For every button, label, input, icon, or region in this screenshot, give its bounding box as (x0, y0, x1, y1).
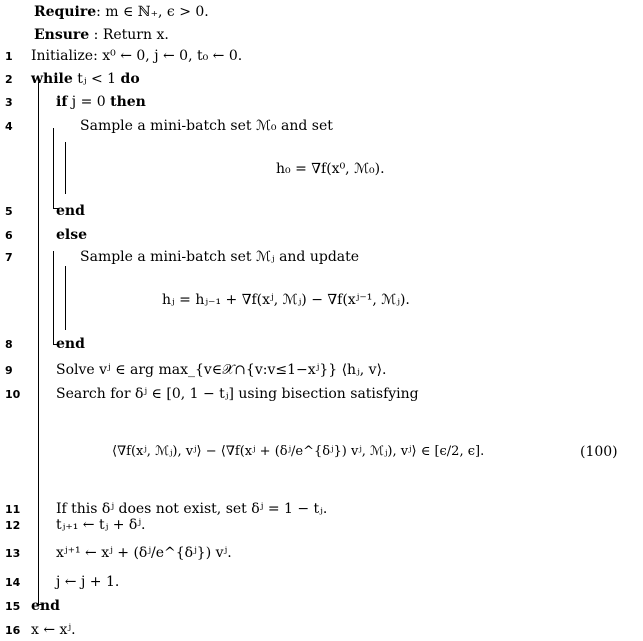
equation-100 (112, 441, 484, 463)
line-end-else (56, 335, 85, 353)
line-update-t (56, 516, 146, 534)
line-text: Search for δʲ ∈ [0, 1 − tⱼ] using bisection satisfying (56, 386, 419, 402)
line-return (31, 621, 76, 639)
line-if (56, 93, 146, 111)
equation-text: h₀ = ∇f(x⁰, ℳ₀). (276, 161, 385, 177)
keyword-else: else (56, 227, 88, 243)
keyword-end: end (56, 203, 85, 219)
line-initialize (31, 47, 242, 65)
line-text: j ← j + 1. (56, 574, 120, 590)
line-text: j = 0 (67, 94, 111, 110)
require-text: : m ∈ ℕ₊, ϵ > 0. (96, 4, 209, 20)
line-number: 6 (5, 229, 13, 242)
equation-number (580, 441, 618, 463)
line-update-x (56, 544, 232, 562)
line-number: 9 (5, 364, 13, 377)
line-text: Sample a mini-batch set ℳ₀ and set (80, 118, 333, 134)
ensure-text: : Return x. (89, 27, 169, 43)
keyword-end: end (31, 598, 60, 614)
line-number: 11 (5, 503, 21, 516)
while-block-bar (38, 82, 39, 604)
line-text: tⱼ < 1 (72, 71, 121, 87)
line-number: 1 (5, 50, 13, 63)
line-sample-mj (80, 248, 359, 266)
equation-number-text: (100) (580, 444, 618, 460)
ensure-label: Ensure (34, 27, 90, 43)
line-number: 8 (5, 338, 13, 351)
line-text: tⱼ₊₁ ← tⱼ + δʲ. (56, 517, 146, 533)
else-body-bar (65, 266, 66, 330)
line-end-while (31, 597, 60, 615)
line-number: 10 (5, 388, 21, 401)
else-block-bar (53, 251, 54, 344)
line-number: 13 (5, 547, 21, 560)
line-text: Solve vʲ ∈ arg max_{v∈𝒳∩{v:v≤1−xʲ}} ⟨hⱼ, v⟩. (56, 362, 387, 378)
if-body-bar (65, 142, 66, 194)
equation-text: ⟨∇f(xʲ, ℳⱼ), vʲ⟩ − ⟨∇f(xʲ + (δʲ/e^{δʲ}) vʲ, ℳⱼ), vʲ⟩ ∈ [ϵ/2, ϵ]. (112, 444, 485, 459)
line-number: 5 (5, 205, 13, 218)
if-block-bar (53, 128, 54, 208)
line-number: 3 (5, 96, 13, 109)
line-text: Sample a mini-batch set ℳⱼ and update (80, 249, 360, 265)
line-while (31, 70, 140, 88)
line-number: 14 (5, 576, 21, 589)
line-else (56, 226, 87, 244)
keyword-end: end (56, 336, 85, 352)
equation-text: hⱼ = hⱼ₋₁ + ∇f(xʲ, ℳⱼ) − ∇f(xʲ⁻¹, ℳⱼ). (162, 292, 410, 308)
equation-h0 (276, 158, 385, 180)
line-number: 15 (5, 600, 21, 613)
line-sample-m0 (80, 117, 333, 135)
keyword-do: do (120, 71, 140, 87)
line-number: 12 (5, 519, 21, 532)
line-number: 7 (5, 251, 13, 264)
ensure-line (34, 26, 169, 44)
equation-hj (162, 289, 410, 311)
keyword-while: while (31, 71, 73, 87)
line-number: 4 (5, 120, 13, 133)
line-solve (56, 361, 387, 379)
line-text: If this δʲ does not exist, set δʲ = 1 − tⱼ. (56, 501, 328, 517)
keyword-then: then (110, 94, 146, 110)
line-number: 16 (5, 624, 21, 637)
require-line (34, 3, 209, 21)
line-text: xʲ⁺¹ ← xʲ + (δʲ/e^{δʲ}) vʲ. (56, 545, 232, 561)
line-increment-j (56, 573, 119, 591)
line-text: x ← xʲ. (31, 622, 76, 638)
keyword-if: if (56, 94, 68, 110)
line-text: Initialize: x⁰ ← 0, j ← 0, t₀ ← 0. (31, 48, 243, 64)
line-search (56, 385, 419, 403)
line-end-if (56, 202, 85, 220)
require-label: Require (34, 4, 97, 20)
line-number: 2 (5, 73, 13, 86)
